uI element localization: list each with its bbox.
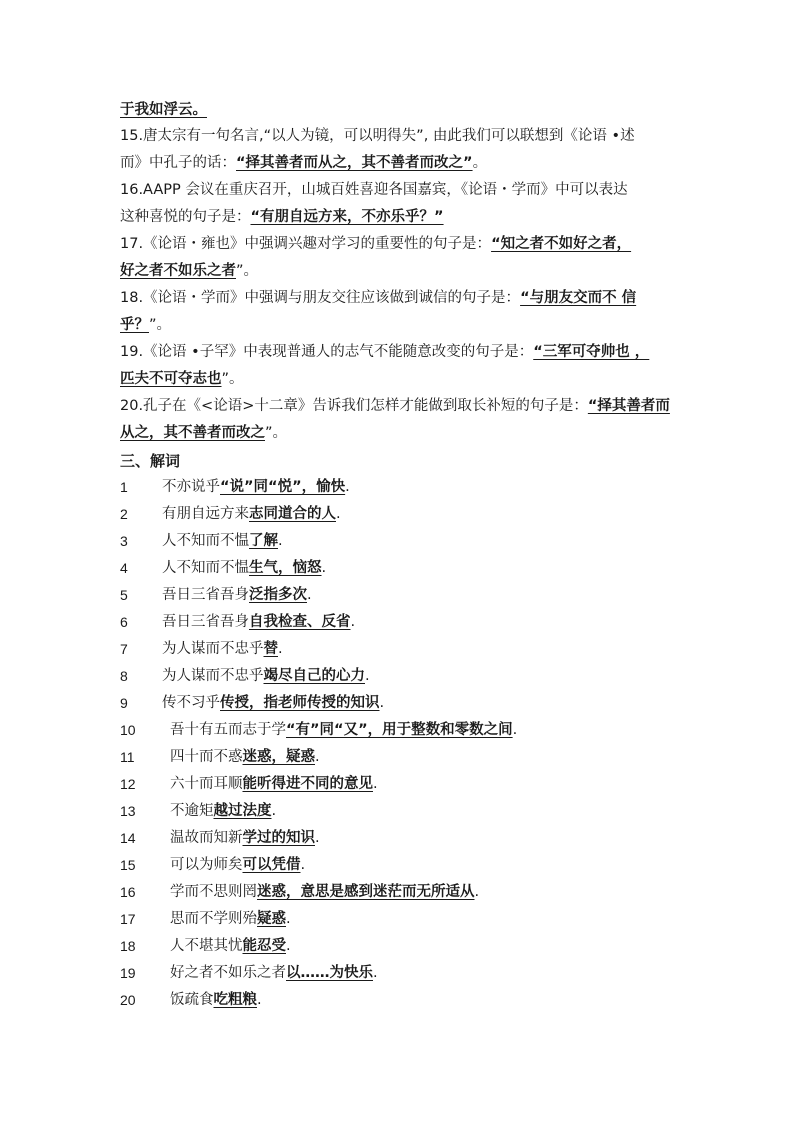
q20-end: ”。 — [265, 425, 288, 441]
q20-line1 — [120, 396, 690, 416]
vocab-phrase: 吾日三省吾身 — [162, 614, 249, 630]
vocab-phrase: 为人谋而不忠乎 — [162, 668, 264, 684]
vocab-phrase: 人不知而不愠 — [162, 560, 249, 576]
vocab-number: 6 — [120, 614, 128, 630]
q18-line2 — [120, 315, 690, 335]
vocab-number: 11 — [120, 749, 135, 765]
vocab-phrase: 人不知而不愠 — [162, 533, 249, 549]
vocab-period: . — [286, 938, 291, 954]
q17-line1 — [120, 234, 690, 254]
q15-prompt: 而》中孔子的话： — [120, 155, 236, 171]
vocab-period: . — [321, 560, 327, 576]
vocab-entry — [170, 720, 517, 740]
vocab-answer: 可以凭借 — [242, 857, 301, 873]
vocab-number: 2 — [120, 506, 128, 522]
q17-answer-part1: “知之者不如好之者， — [491, 236, 632, 252]
vocab-entry — [170, 747, 320, 767]
vocab-number: 12 — [120, 776, 136, 792]
vocab-period: . — [512, 722, 518, 738]
vocab-entry — [170, 936, 291, 956]
vocab-answer: 疑惑 — [257, 911, 286, 927]
vocab-entry — [162, 504, 341, 524]
vocab-number: 3 — [120, 533, 128, 549]
vocab-answer: 生气，恼怒 — [249, 560, 322, 576]
vocab-number: 17 — [120, 911, 136, 927]
q19-line1 — [120, 342, 690, 362]
vocab-entry — [162, 693, 384, 713]
q17-end: ”。 — [236, 263, 259, 279]
q20-line2 — [120, 423, 690, 443]
vocab-answer: 吃粗粮 — [213, 992, 257, 1008]
q17-prompt: 17.《论语・雍也》中强调兴趣对学习的重要性的句子是： — [120, 236, 492, 252]
vocab-answer: 迷惑，疑惑 — [242, 749, 315, 765]
vocab-number: 13 — [120, 803, 136, 819]
section-heading-vocab: 三、解词 — [120, 452, 181, 470]
vocab-entry — [162, 585, 312, 605]
vocab-phrase: 传不习乎 — [162, 695, 220, 711]
q15-line2 — [120, 153, 690, 173]
vocab-period: . — [300, 857, 306, 873]
vocab-answer: 越过法度 — [213, 803, 272, 819]
vocab-entry — [170, 882, 479, 902]
q14-answer-tail — [120, 100, 690, 120]
vocab-answer: “有”同“又”，用于整数和零数之间 — [286, 722, 513, 738]
q15-end: 。 — [472, 155, 488, 171]
q16-answer: “有朋自远方来，不亦乐乎？” — [250, 209, 444, 225]
vocab-period: . — [278, 533, 283, 549]
vocab-entry — [170, 909, 291, 929]
vocab-entry — [162, 612, 355, 632]
vocab-period: . — [365, 668, 370, 684]
vocab-answer: 了解 — [249, 533, 278, 549]
vocab-entry — [170, 801, 276, 821]
vocab-answer: “说”同“悦”，愉快 — [220, 479, 346, 495]
vocab-entry — [170, 990, 262, 1010]
vocab-period: . — [379, 695, 385, 711]
vocab-answer: 泛指多次 — [249, 587, 307, 603]
vocab-period: . — [373, 965, 378, 981]
vocab-number: 14 — [120, 830, 136, 846]
vocab-answer: 志同道合的人 — [249, 506, 336, 522]
q15-line1: 15.唐太宗有一句名言,“以人为镜，可以明得失”, 由此我们可以联想到《论语 •述 — [120, 128, 635, 144]
vocab-number: 15 — [120, 857, 136, 873]
vocab-period: . — [345, 479, 350, 495]
vocab-period: . — [307, 587, 312, 603]
q20-prompt: 20.孔子在《<论语>十二章》告诉我们怎样才能做到取长补短的句子是： — [120, 398, 588, 414]
vocab-answer: 学过的知识 — [242, 830, 315, 846]
vocab-number: 19 — [120, 965, 136, 981]
q19-answer-part1: “三军可夺帅也 ， — [533, 344, 650, 360]
vocab-phrase: 思而不学则殆 — [170, 911, 257, 927]
vocab-answer: 自我检查、反省 — [249, 614, 351, 630]
q18-line1 — [120, 288, 690, 308]
vocab-phrase: 四十而不惑 — [170, 749, 243, 765]
q18-answer-part2: 乎？ — [120, 317, 149, 333]
vocab-number: 8 — [120, 668, 128, 684]
vocab-entry — [162, 666, 370, 686]
vocab-phrase: 吾十有五而志于学 — [170, 722, 286, 738]
vocab-number: 18 — [120, 938, 136, 954]
vocab-number: 5 — [120, 587, 128, 603]
vocab-phrase: 好之者不如乐之者 — [170, 965, 286, 981]
vocab-period: . — [474, 884, 480, 900]
vocab-number: 10 — [120, 722, 136, 738]
vocab-entry — [162, 558, 326, 578]
q16-line2 — [120, 207, 690, 227]
vocab-answer: 以……为快乐 — [286, 965, 373, 981]
vocab-entry — [162, 531, 283, 551]
vocab-entry — [162, 477, 350, 497]
q17-answer-part2: 好之者不如乐之者 — [120, 263, 236, 279]
q19-line2 — [120, 369, 690, 389]
vocab-period: . — [278, 641, 283, 657]
vocab-answer: 能忍受 — [242, 938, 286, 954]
vocab-phrase: 不逾矩 — [170, 803, 214, 819]
vocab-period: . — [271, 803, 277, 819]
vocab-phrase: 饭疏食 — [170, 992, 214, 1008]
vocab-entry — [170, 963, 378, 983]
vocab-answer: 传授，指老师传授的知识 — [220, 695, 380, 711]
vocab-phrase: 可以为师矣 — [170, 857, 243, 873]
vocab-period: . — [350, 614, 356, 630]
q15-answer: “择其善者而从之，其不善者而改之” — [236, 155, 473, 171]
vocab-entry — [170, 828, 320, 848]
vocab-number: 7 — [120, 641, 128, 657]
vocab-number: 20 — [120, 992, 136, 1008]
vocab-answer: 迷惑，意思是感到迷茫而无所适从 — [257, 884, 475, 900]
q19-prompt: 19.《论语 •子罕》中表现普通人的志气不能随意改变的句子是： — [120, 344, 534, 360]
vocab-phrase: 六十而耳顺 — [170, 776, 243, 792]
vocab-answer: 能听得进不同的意见 — [242, 776, 373, 792]
vocab-entry — [170, 855, 305, 875]
q17-line2 — [120, 261, 690, 281]
vocab-phrase: 人不堪其忧 — [170, 938, 243, 954]
q18-prompt: 18.《论语・学而》中强调与朋友交往应该做到诚信的句子是： — [120, 290, 521, 306]
vocab-phrase: 学而不思则罔 — [170, 884, 257, 900]
vocab-period: . — [315, 749, 320, 765]
vocab-answer: 竭尽自己的心力 — [263, 668, 365, 684]
vocab-number: 1 — [120, 479, 128, 495]
vocab-period: . — [257, 992, 262, 1008]
q19-end: ”。 — [221, 371, 244, 387]
vocab-number: 16 — [120, 884, 136, 900]
vocab-period: . — [373, 776, 378, 792]
vocab-entry — [162, 639, 283, 659]
q20-answer-part1: “择其善者而 — [587, 398, 670, 414]
vocab-phrase: 有朋自远方来 — [162, 506, 249, 522]
vocab-answer: 替 — [263, 641, 278, 657]
vocab-phrase: 为人谋而不忠乎 — [162, 641, 264, 657]
vocab-period: . — [286, 911, 291, 927]
q18-answer-part1: “与朋友交而不 信 — [520, 290, 637, 306]
answer-text: 于我如浮云。 — [120, 102, 207, 118]
vocab-phrase: 吾日三省吾身 — [162, 587, 249, 603]
vocab-entry — [170, 774, 378, 794]
vocab-phrase: 不亦说乎 — [162, 479, 220, 495]
vocab-number: 9 — [120, 695, 128, 711]
vocab-period: . — [336, 506, 341, 522]
vocab-period: . — [315, 830, 320, 846]
q20-answer-part2: 从之，其不善者而改之 — [120, 425, 265, 441]
q18-end: ”。 — [149, 317, 172, 333]
q19-answer-part2: 匹夫不可夺志也 — [120, 371, 222, 387]
q16-prompt: 这种喜悦的句子是： — [120, 209, 251, 225]
vocab-number: 4 — [120, 560, 128, 576]
vocab-phrase: 温故而知新 — [170, 830, 243, 846]
q16-line1: 16.AAPP 会议在重庆召开，山城百姓喜迎各国嘉宾，《论语・学而》中可以表达 — [120, 182, 628, 198]
